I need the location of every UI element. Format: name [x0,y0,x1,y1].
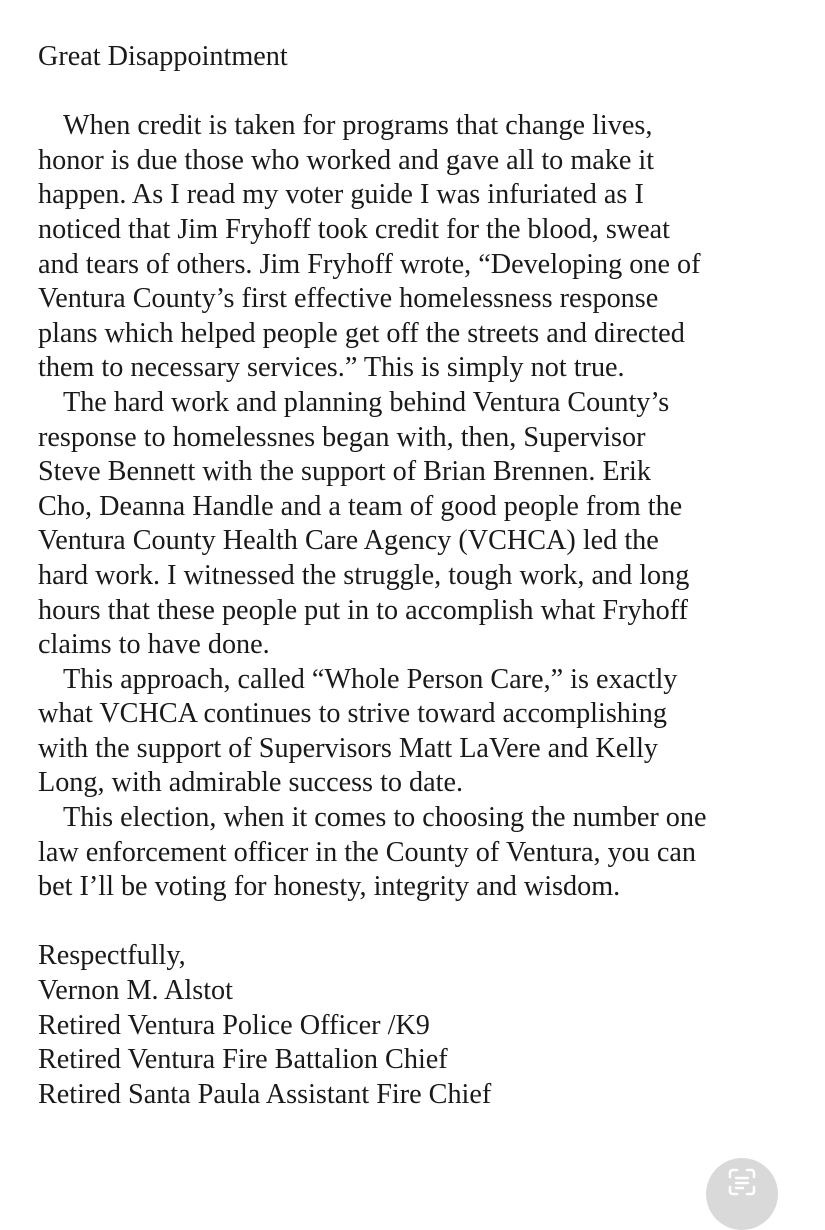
signer-title: Retired Ventura Fire Battalion Chief [38,1044,448,1076]
paragraph-line: This approach, called “Whole Person Care,” is exactly [63,663,678,695]
paragraph-line: Steve Bennett with the support of Brian Brennen. Erik [38,456,651,488]
paragraph-line: noticed that Jim Fryhoff took credit for the blood, sweat [38,213,671,245]
paragraph-2 [38,386,798,663]
signer-title: Retired Ventura Police Officer /K9 [38,1009,430,1041]
paragraph-line: bet I’ll be voting for honesty, integrity and wisdom. [38,871,621,903]
signature-block [38,939,798,1112]
paragraph-line: hours that these people put in to accomplish what Fryhoff [38,594,689,626]
paragraph-line: law enforcement officer in the County of Ventura, you can [38,836,697,868]
letter-body [38,40,798,1112]
paragraph-line: The hard work and planning behind Ventura County’s [63,386,670,418]
signer-name: Vernon M. Alstot [38,975,233,1007]
paragraph-line: response to homelessnes began with, then, Supervisor [38,421,646,453]
paragraph-line: plans which helped people get off the streets and directed [38,317,685,349]
paragraph-line: them to necessary services.” This is simply not true. [38,352,625,384]
paragraph-line: claims to have done. [38,629,270,661]
paragraph-line: Cho, Deanna Handle and a team of good people from the [38,490,683,522]
paragraph-line: happen. As I read my voter guide I was infuriated as I [38,179,644,211]
paragraph-line: This election, when it comes to choosing the number one [63,802,707,834]
paragraph-line: with the support of Supervisors Matt LaVere and Kelly [38,732,658,764]
paragraph-4 [38,801,798,905]
paragraph-line: honor is due those who worked and gave all to make it [38,144,655,176]
paragraph-line: When credit is taken for programs that change lives, [63,110,653,142]
closing-text: Respectfully, [38,940,186,972]
paragraph-line: what VCHCA continues to strive toward accomplishing [38,698,667,730]
paragraph-3 [38,663,798,801]
paragraph-line: hard work. I witnessed the struggle, tough work, and long [38,559,690,591]
paragraph-line: and tears of others. Jim Fryhoff wrote, “Developing one of [38,248,701,280]
scan-text-icon [726,1166,758,1198]
paragraph-line: Ventura County Health Care Agency (VCHCA) led the [38,525,659,557]
paragraph-1 [38,109,798,386]
paragraph-line: Ventura County’s first effective homelessness response [38,283,659,315]
letter-title: Great Disappointment [38,41,288,72]
scan-text-button[interactable] [706,1158,778,1230]
paragraph-line: Long, with admirable success to date. [38,767,464,799]
signer-title: Retired Santa Paula Assistant Fire Chief [38,1078,492,1110]
